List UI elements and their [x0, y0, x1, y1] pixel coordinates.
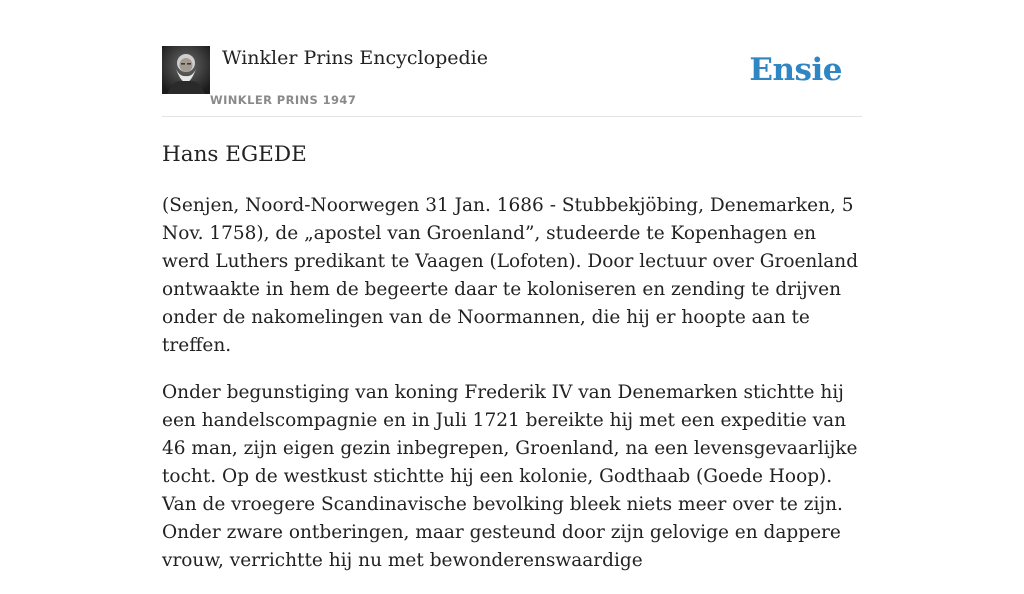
site-header — [162, 46, 862, 117]
site-name[interactable]: Winkler Prins Encyclopedie — [222, 47, 488, 69]
article-paragraph: Onder begunstiging van koning Frederik IV van Denemarken stichtte hij een handelscompagnie en in Juli 1721 bereikte hij met een expeditie van 46 man, zijn eigen gezin inbegrepen, Groenland, na een levensgevaarlijke tocht. Op de westkust stichtte hij een kolonie, Godthaab (Goede Hoop). Van de vroegere Scandinavische bevolking bleek niets meer over te zijn. Onder zware ontberingen, maar gesteund door zijn gelovige en dappere vrouw, verrichtte hij nu met bewonderenswaardige — [162, 382, 858, 571]
brand-logo[interactable]: Ensie — [749, 52, 842, 88]
bearded-man-portrait-icon — [162, 46, 210, 94]
edition-label[interactable]: WINKLER PRINS 1947 — [210, 93, 357, 107]
article-paragraph: (Senjen, Noord-Noorwegen 31 Jan. 1686 - Stubbekjöbing, Denemarken, 5 Nov. 1758), de „apostel van Groenland”, studeerde te Kopenhagen en werd Luthers predikant te Vaagen (Lofoten). Door lectuur over Groenland ontwaakte in hem de begeerte daar te koloniseren en zending te drijven onder de nakomelingen van de Noormannen, die hij er hoopte aan te treffen. — [162, 195, 859, 356]
page-title: Hans EGEDE — [162, 142, 307, 167]
article-body — [162, 192, 864, 594]
avatar[interactable] — [162, 46, 210, 94]
